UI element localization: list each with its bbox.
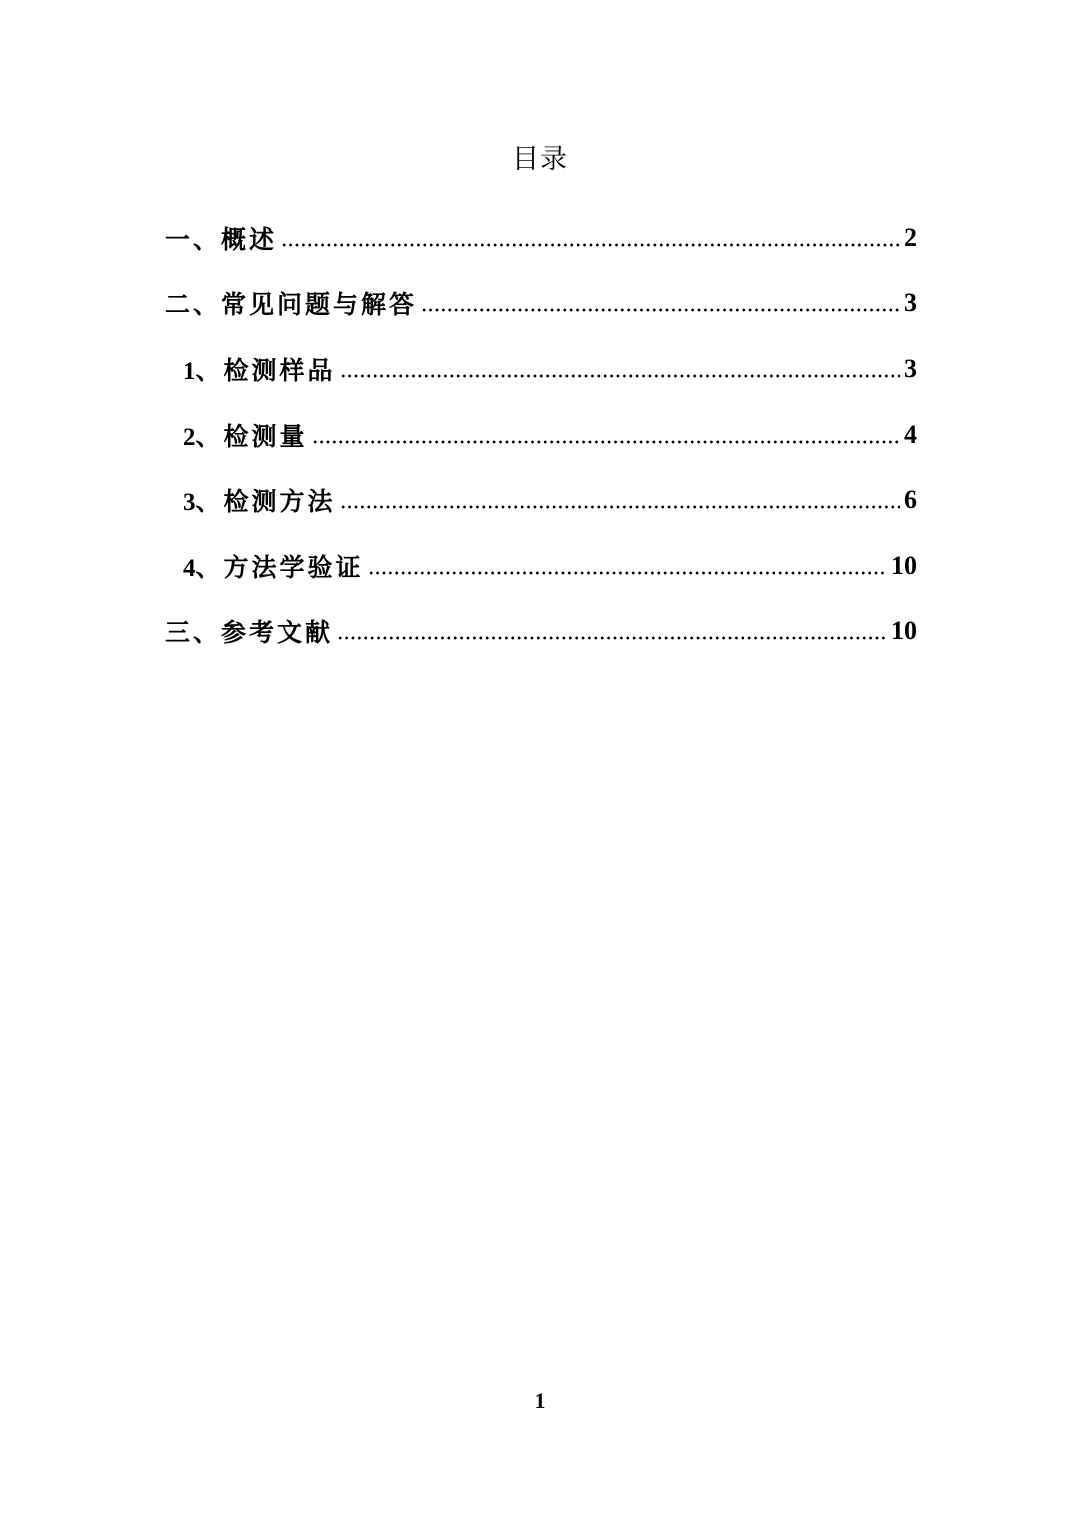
toc-entry-page: 2 [904,222,917,252]
toc-entry-label: 二、常见问题与解答 [165,290,418,320]
dot-leader [340,505,900,509]
page-number: 1 [534,1388,546,1413]
dot-leader [337,636,887,640]
toc-entry-references[interactable] [165,599,917,665]
toc-entry-quantity[interactable] [165,402,917,468]
toc-entry-label: 一、概述 [165,224,278,254]
toc-entry-page: 6 [904,485,917,515]
toc-entry-page: 4 [904,419,917,449]
toc-entry-samples[interactable] [165,336,917,402]
dot-leader [368,571,887,575]
dot-leader [281,243,900,247]
toc-entry-label: 2、检测量 [183,421,308,451]
toc-entry-label: 三、参考文献 [165,618,334,648]
toc-entry-page: 3 [904,288,917,318]
toc-entry-page: 10 [891,616,917,646]
toc-entry-label: 3、检测方法 [183,487,336,517]
dot-leader [312,440,900,444]
toc-entry-label: 1、检测样品 [183,355,336,385]
toc-entry-faq[interactable] [165,271,917,337]
toc-entry-page: 3 [904,353,917,383]
toc-entry-validation[interactable] [165,533,917,599]
dot-leader [340,374,900,378]
toc-entry-overview[interactable] [165,205,917,271]
toc-entry-page: 10 [891,550,917,580]
toc-entry-label: 4、方法学验证 [183,552,364,582]
table-of-contents [165,205,917,664]
toc-entry-methods[interactable] [165,467,917,533]
toc-title: 目录 [512,144,568,175]
dot-leader [421,308,900,312]
